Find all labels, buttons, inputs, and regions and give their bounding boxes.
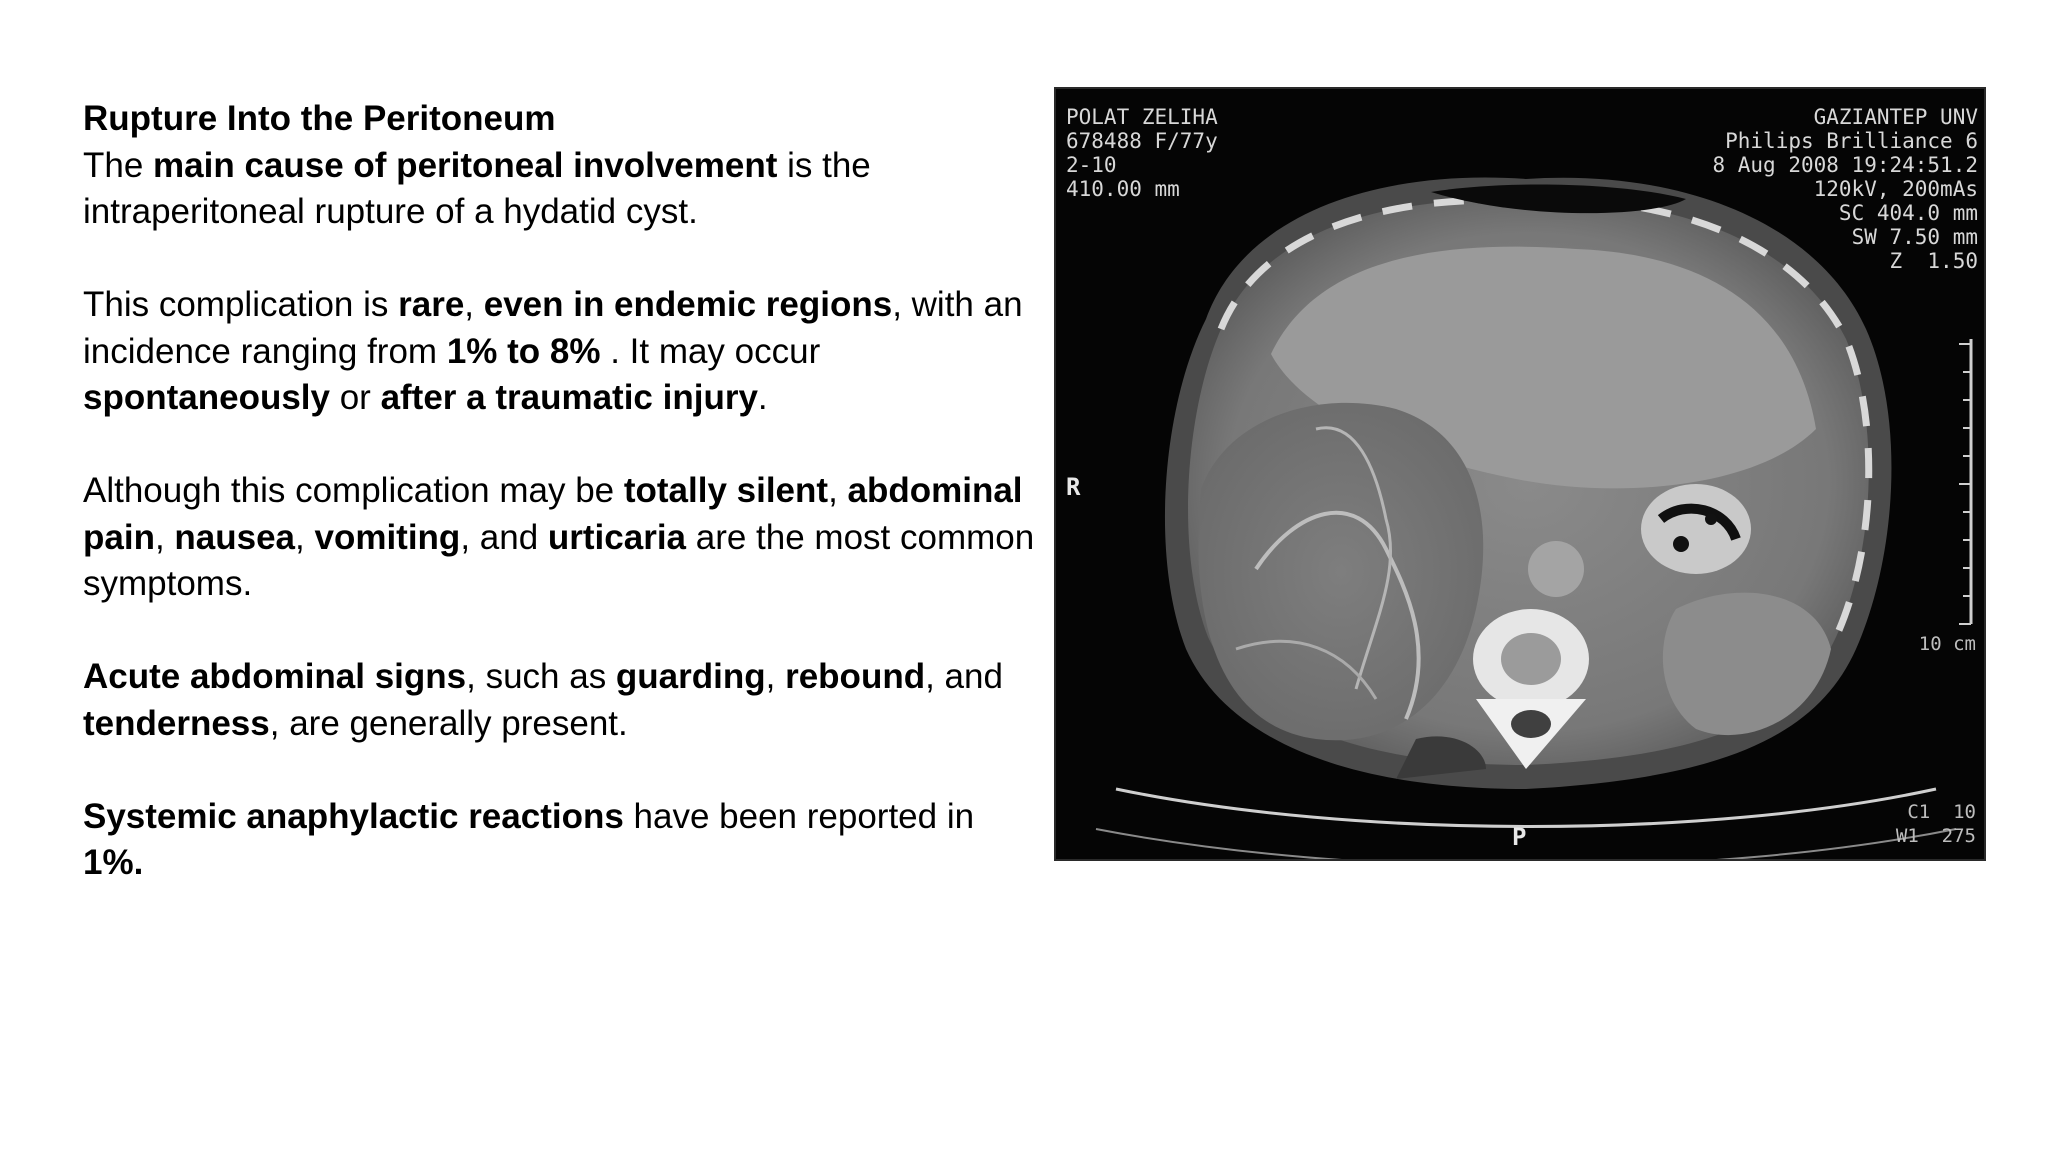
paragraph-signs xyxy=(83,654,1043,747)
bold-run: 1%. xyxy=(83,843,144,882)
bold-run: urticaria xyxy=(547,517,687,557)
paragraph-incidence xyxy=(83,282,1043,422)
text-run: . It may occur xyxy=(600,331,821,371)
paragraph-intro xyxy=(83,96,1043,236)
text-run: , are generally present. xyxy=(269,703,628,743)
text-run: This complication is xyxy=(83,285,399,324)
ct-scanner-overlay xyxy=(1712,105,1978,273)
bold-run: rebound xyxy=(785,657,926,696)
bold-run: Systemic anaphylactic reactions xyxy=(83,796,624,836)
ct-overlay-line: 678488 F/77y xyxy=(1066,129,1218,153)
text-run: Although this complication may be xyxy=(83,471,624,510)
text-run: The xyxy=(83,145,154,185)
bold-run: main cause of peritoneal involvement xyxy=(153,145,778,185)
bold-run: vomiting xyxy=(314,517,461,557)
text-run: , such as xyxy=(466,657,616,696)
ct-overlay-line: 120kV, 200mAs xyxy=(1813,177,1978,201)
ct-overlay-line: POLAT ZELIHA xyxy=(1066,105,1218,129)
bold-run: after a traumatic injury xyxy=(380,378,758,417)
ct-overlay-line: 410.00 mm xyxy=(1066,177,1180,201)
bold-run: tenderness xyxy=(83,703,270,743)
ct-window-width: W1 275 xyxy=(1895,825,1976,847)
text-run: , xyxy=(464,285,484,324)
text-run: are the most common symptoms. xyxy=(83,517,1035,603)
ct-orientation-right: R xyxy=(1066,473,1081,501)
slide-title: Rupture Into the Peritoneum xyxy=(83,99,556,138)
slide-text xyxy=(83,96,1043,933)
text-run: , xyxy=(765,657,786,696)
ct-orientation-posterior: P xyxy=(1512,823,1527,851)
bold-run: even in endemic regions xyxy=(483,285,893,324)
bold-run: nausea xyxy=(174,517,296,557)
ct-overlay-line: Philips Brilliance 6 xyxy=(1725,129,1978,153)
bold-run: Acute abdominal signs xyxy=(83,657,467,696)
text-run: have been reported in xyxy=(623,796,975,836)
bold-run: rare xyxy=(398,285,465,324)
text-run: , and xyxy=(460,517,548,557)
ct-overlay-line: SC 404.0 mm xyxy=(1838,201,1978,225)
text-run: is the intraperitoneal rupture of a hydatid cyst. xyxy=(83,145,871,231)
text-run: , xyxy=(154,517,175,557)
ct-patient-overlay xyxy=(1066,105,1218,201)
bold-run: totally silent xyxy=(623,471,829,510)
text-run: . xyxy=(757,378,768,417)
text-run: , and xyxy=(925,657,1003,696)
bold-run: abdominal pain xyxy=(83,471,1023,557)
ct-overlay-line: SW 7.50 mm xyxy=(1851,225,1978,249)
bold-run: spontaneously xyxy=(83,378,330,417)
bold-run: guarding xyxy=(615,657,766,696)
ct-overlay-line: 2-10 xyxy=(1066,153,1117,177)
text-run: , xyxy=(828,471,848,510)
text-run: , xyxy=(295,517,315,557)
paragraph-anaphylaxis xyxy=(83,794,1043,887)
text-run: , with an incidence ranging from xyxy=(83,285,1023,371)
ct-scan-image xyxy=(1054,87,1986,861)
ct-overlay-line: Z 1.50 xyxy=(1889,249,1978,273)
ct-overlay-line: 8 Aug 2008 19:24:51.2 xyxy=(1712,153,1978,177)
text-run: or xyxy=(329,378,381,417)
ct-window-center: C1 10 xyxy=(1907,801,1976,823)
paragraph-symptoms xyxy=(83,468,1043,608)
ct-scale-label: 10 cm xyxy=(1918,633,1976,655)
ct-overlay-line: GAZIANTEP UNV xyxy=(1813,105,1978,129)
bold-run: 1% to 8% xyxy=(446,331,601,371)
